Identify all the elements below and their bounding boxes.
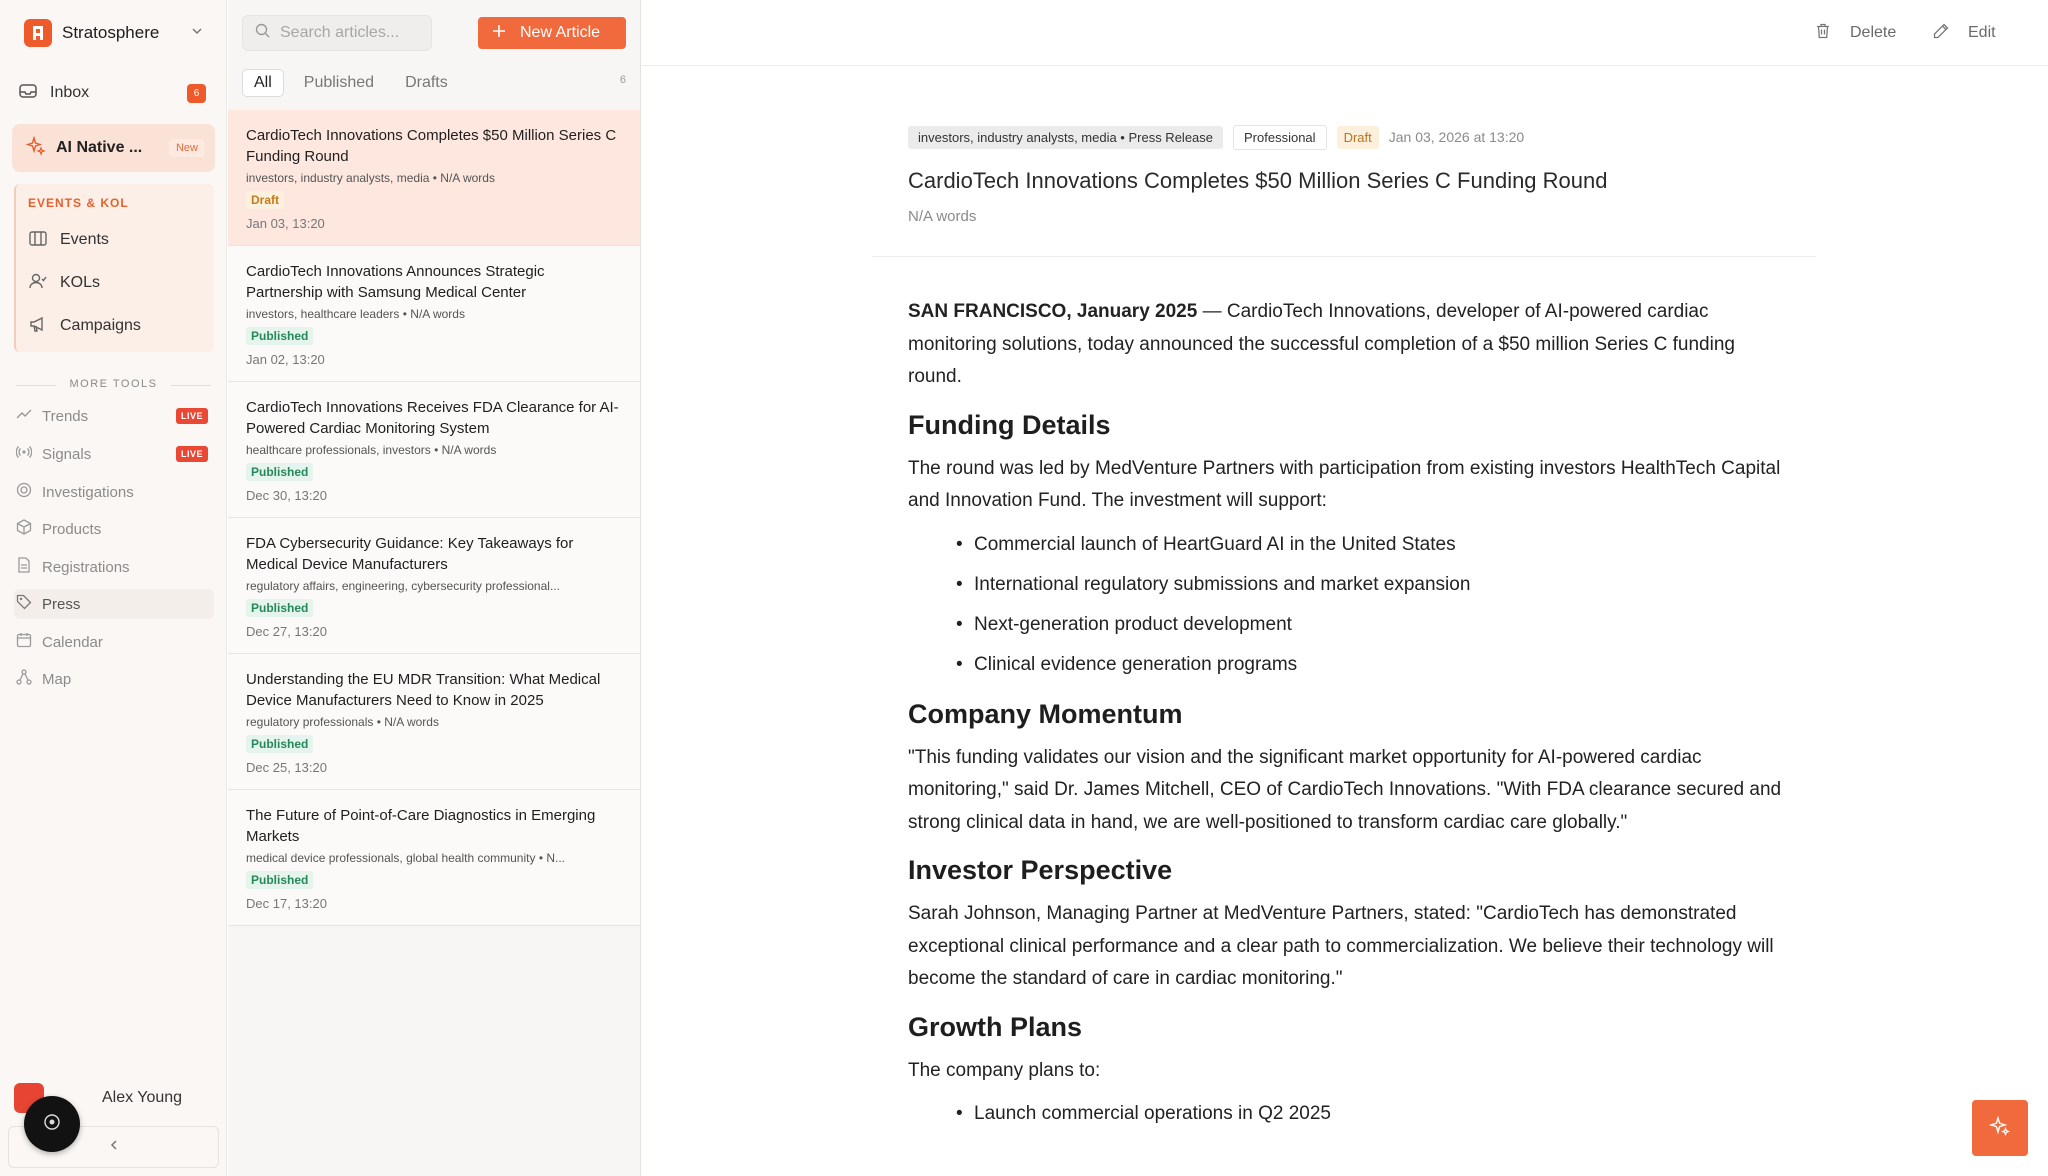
status-badge: Published <box>246 735 313 753</box>
plus-icon <box>492 24 506 43</box>
sidebar-item-map[interactable] <box>14 664 214 694</box>
sidebar-item-label: Trends <box>42 407 89 425</box>
document-icon <box>16 557 32 578</box>
lead-text: — CardioTech Innovations, developer of AI-powered cardiac monitoring solutions, today announced the successful completion of a $50 million Series C funding round. <box>908 301 1735 387</box>
list-item: • Clinical evidence generation programs <box>974 645 1788 685</box>
tab-all[interactable]: All <box>242 69 284 97</box>
article-meta: investors, industry analysts, media • N/A words <box>246 171 495 185</box>
sidebar-item-products[interactable] <box>14 514 214 544</box>
article-title: CardioTech Innovations Completes $50 Million Series C Funding Round <box>246 127 617 165</box>
article-title: FDA Cybersecurity Guidance: Key Takeaways for Medical Device Manufacturers <box>246 535 574 573</box>
workspace-switcher[interactable] <box>24 19 204 47</box>
sidebar-item-registrations[interactable] <box>14 552 214 582</box>
article-list-pane <box>228 0 641 1176</box>
article-headline: CardioTech Innovations Completes $50 Million Series C Funding Round <box>908 168 1608 193</box>
article-meta: healthcare professionals, investors • N/A words <box>246 443 497 457</box>
paragraph: Sarah Johnson, Managing Partner at MedVenture Partners, stated: "CardioTech has demonstrated exceptional clinical performance and a clear path to commercialization. We believe their technology will become the standard of care in cardiac monitoring." <box>908 903 1774 989</box>
trending-icon <box>16 406 32 427</box>
tag-icon <box>16 594 32 615</box>
article-detail <box>642 0 2048 1176</box>
filter-tabs <box>242 68 468 98</box>
list-item: • Launch commercial operations in Q2 2025 <box>974 1094 1788 1134</box>
box-icon <box>16 519 32 540</box>
trash-icon <box>1814 22 1832 45</box>
user-name: Alex Young <box>102 1089 183 1106</box>
more-tools-heading: MORE TOOLS <box>0 378 227 390</box>
article-title: CardioTech Innovations Announces Strategic Partnership with Samsung Medical Center <box>246 263 545 301</box>
lead-paragraph <box>908 296 1788 394</box>
sidebar-item-investigations[interactable] <box>14 477 214 507</box>
article-meta: regulatory affairs, engineering, cybersecurity professional... <box>246 579 560 593</box>
section-heading: Company Momentum <box>908 698 1183 729</box>
paragraph: The round was led by MedVenture Partners with participation from existing investors HealthTech Capital and Innovation Fund. The investment will support: <box>908 457 1781 511</box>
list-item: • Commercial launch of HeartGuard AI in the United States <box>974 525 1788 565</box>
sparkle-icon <box>1989 1115 2011 1142</box>
delete-label: Delete <box>1850 24 1897 41</box>
sidebar <box>0 0 227 1176</box>
record-icon <box>43 1113 61 1136</box>
list-item[interactable] <box>228 518 640 654</box>
article-title: The Future of Point-of-Care Diagnostics in Emerging Markets <box>246 807 596 845</box>
sidebar-item-signals[interactable] <box>14 439 214 469</box>
sidebar-item-label: Investigations <box>42 483 134 501</box>
brand-logo-icon <box>24 19 52 47</box>
paragraph: "This funding validates our vision and the significant market opportunity for AI-powered cardiac monitoring," said Dr. James Mitchell, CEO of CardioTech Innovations. "With FDA clearance secured and strong clinical data in hand, we are well-positioned to transform cardiac care globally." <box>908 746 1782 833</box>
divider <box>872 256 1816 257</box>
calendar-icon <box>16 632 32 653</box>
bullet-list <box>908 525 1788 685</box>
audience-tag: investors, industry analysts, media • Press Release <box>908 126 1223 149</box>
section-heading: Funding Details <box>908 409 1111 440</box>
sidebar-item-label: AI Native ... <box>56 139 143 156</box>
article-count: 6 <box>619 74 626 86</box>
list-item: • International regulatory submissions and market expansion <box>974 565 1788 605</box>
events-kol-section <box>14 184 214 352</box>
new-article-label: New Article <box>520 24 601 41</box>
sidebar-item-calendar[interactable] <box>14 627 214 657</box>
live-badge: LIVE <box>176 446 208 462</box>
megaphone-icon <box>28 314 48 339</box>
search-icon <box>255 23 270 43</box>
sidebar-item-label: Events <box>60 231 109 248</box>
sidebar-item-label: Press <box>42 595 81 613</box>
calendar-grid-icon <box>28 228 48 253</box>
article-date: Dec 17, 13:20 <box>246 896 327 911</box>
sidebar-item-label: Registrations <box>42 558 130 576</box>
sidebar-item-label: KOLs <box>60 274 101 291</box>
sidebar-item-kols[interactable] <box>28 269 100 297</box>
section-title: EVENTS & KOL <box>28 196 129 210</box>
target-icon <box>16 482 32 503</box>
new-article-button[interactable] <box>478 17 626 49</box>
article-date: Jan 03, 13:20 <box>246 216 325 231</box>
tone-tag: Professional <box>1233 125 1327 150</box>
status-badge: Published <box>246 463 313 481</box>
article-meta: regulatory professionals • N/A words <box>246 715 439 729</box>
assistant-launcher-button[interactable] <box>24 1096 80 1152</box>
user-icon <box>28 271 48 296</box>
network-icon <box>16 669 32 690</box>
search-input[interactable] <box>280 24 420 42</box>
status-badge: Published <box>246 871 313 889</box>
status-badge: Draft <box>246 191 284 209</box>
article-meta: investors, healthcare leaders • N/A words <box>246 307 465 321</box>
sidebar-item-label: Calendar <box>42 633 103 651</box>
signal-icon <box>16 444 32 465</box>
live-badge: LIVE <box>176 408 208 424</box>
ai-assist-button[interactable] <box>1972 1100 2028 1156</box>
section-heading: Growth Plans <box>908 1011 1083 1042</box>
list-item[interactable] <box>228 654 640 790</box>
list-item[interactable] <box>228 790 640 926</box>
sidebar-item-label: Signals <box>42 445 92 463</box>
sparkle-icon <box>26 136 46 161</box>
list-item[interactable] <box>228 110 640 246</box>
article-date: Dec 27, 13:20 <box>246 624 327 639</box>
sidebar-item-label: Map <box>42 670 72 688</box>
list-item[interactable] <box>228 246 640 382</box>
sidebar-item-label: Inbox <box>50 84 90 101</box>
sidebar-item-inbox[interactable] <box>16 78 212 108</box>
article-body <box>908 296 1788 1134</box>
article-meta: medical device professionals, global health community • N... <box>246 851 566 865</box>
sidebar-item-trends[interactable] <box>14 401 214 431</box>
edit-label: Edit <box>1968 24 1996 41</box>
sidebar-item-ai-native[interactable] <box>12 124 215 172</box>
article-timestamp: Jan 03, 2026 at 13:20 <box>1388 129 1525 145</box>
list-item[interactable] <box>228 382 640 518</box>
bullet-list <box>908 1094 1788 1134</box>
inbox-count-badge: 6 <box>187 84 206 103</box>
status-badge: Published <box>246 327 313 345</box>
article-date: Dec 30, 13:20 <box>246 488 327 503</box>
delete-button[interactable] <box>1814 20 1896 46</box>
inbox-icon <box>18 81 38 106</box>
article-list <box>228 110 640 926</box>
status-badge: Draft <box>1337 126 1379 149</box>
sidebar-item-campaigns[interactable] <box>28 312 141 340</box>
pencil-icon <box>1932 22 1950 45</box>
article-title: CardioTech Innovations Receives FDA Clearance for AI-Powered Cardiac Monitoring System <box>246 399 619 437</box>
chevron-down-icon <box>190 24 204 43</box>
sidebar-item-events[interactable] <box>28 226 109 254</box>
section-heading: Investor Perspective <box>908 855 1173 885</box>
sidebar-item-label: Products <box>42 520 102 538</box>
detail-toolbar <box>642 0 2048 66</box>
sidebar-item-press[interactable] <box>14 589 214 619</box>
article-tags <box>908 124 1524 150</box>
paragraph: The company plans to: <box>908 1059 1101 1081</box>
article-date: Dec 25, 13:20 <box>246 760 327 775</box>
workspace-name: Stratosphere <box>62 23 160 42</box>
search-box[interactable] <box>242 15 432 51</box>
list-item: • Next-generation product development <box>974 605 1788 645</box>
chevron-left-icon <box>108 1138 120 1156</box>
word-count: N/A words <box>908 208 977 225</box>
edit-button[interactable] <box>1932 20 1996 46</box>
tab-published[interactable]: Published <box>303 74 375 91</box>
tab-drafts[interactable]: Drafts <box>405 74 448 91</box>
new-badge: New <box>169 139 205 157</box>
article-date: Jan 02, 13:20 <box>246 352 325 367</box>
status-badge: Published <box>246 599 313 617</box>
dateline: SAN FRANCISCO, January 2025 <box>908 301 1198 322</box>
article-title: Understanding the EU MDR Transition: What Medical Device Manufacturers Need to Know in 2025 <box>246 671 601 709</box>
sidebar-item-label: Campaigns <box>60 317 141 334</box>
